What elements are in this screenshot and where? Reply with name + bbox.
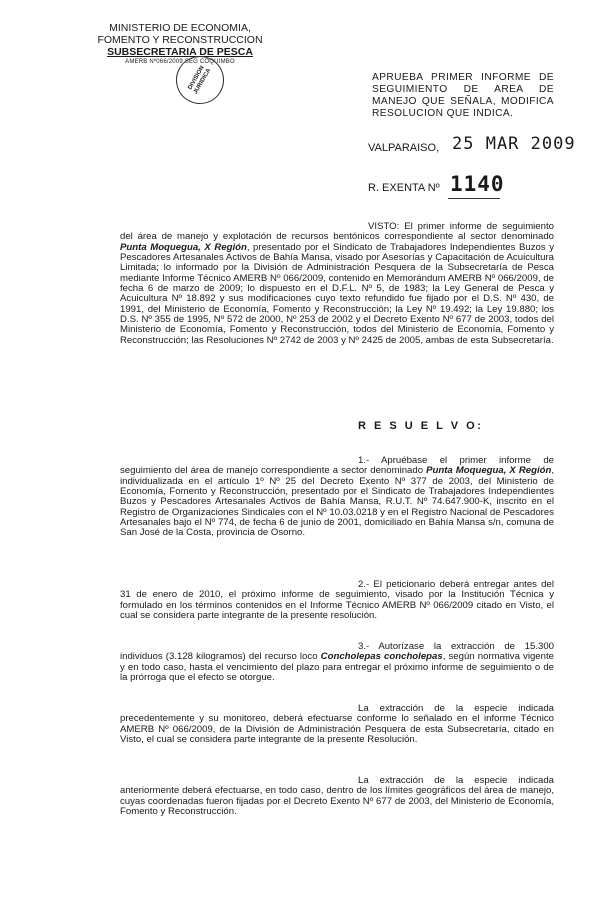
stamp-text: DIVISION JURIDICA bbox=[187, 65, 213, 96]
item-3-limits-text: La extracción de la especie indicada anteriormente deberá efectuarse, en todo caso, dentro de los límites geográficos del área de manejo, cuyas coordenadas fueron fijadas por el Decreto Exento Nº 677 de 2003, del Ministerio de Economía, Fomento y Reconstrucción. bbox=[120, 775, 554, 818]
resolution-subject: APRUEBA PRIMER INFORME DE SEGUIMIENTO DE AREA DE MANEJO QUE SEÑALA, MODIFICA RESOLUCION QUE INDICA. bbox=[372, 72, 554, 119]
visto-lead: VISTO: bbox=[368, 221, 400, 232]
item-3-rest: , según normativa vigente y en todo caso, hasta el vencimiento del plazo para entregar el próximo informe de seguimiento o de la prórroga que el efecto se otorgue. bbox=[120, 651, 554, 684]
ministry-line-2: FOMENTO Y RECONSTRUCCION bbox=[97, 34, 263, 46]
item-1-paragraph bbox=[120, 456, 554, 539]
visto-text-1: El primer informe de seguimiento del área de manejo y explotación de recursos bentónicos correspondiente al sector denominado bbox=[120, 221, 554, 243]
visto-sector: Punta Moquegua, X Región bbox=[120, 241, 247, 253]
visto-text-2: , presentado por el Sindicato de Trabajadores Independientes Buzos y Pescadores Artesanales Activos de Bahía Mansa, visado por Asesorías y Capacitación de Acuicultura Limitada; lo informado por la División de Administración Pesquera de la Subsecretaría de Pesca mediante Informe Técnico AMERB Nº 066/2009, contenido en Memorándum AMERB Nº 066/2009, de fecha 6 de marzo de 2009; lo dispuesto en el D.F.L. Nº 5, de 1983; la Ley General de Pesca y Acuicultura Nº 18.892 y sus modificaciones cuyo texto refundido fue fijado por el D.S. Nº 430, de 1991, del Ministerio de Economía, Fomento y Reconstrucción; la Ley Nº 19.492; la Ley 19.880; los D.S. Nº 355 de 1995, Nº 572 de 2000, Nº 253 de 2002 y el Decreto Exento Nº 677 de 2003, todos del Ministerio de Economía, Fomento y Reconstrucción, todos del Ministerio de Economía, Fomento y Reconstrucción; las Resoluciones Nº 2742 de 2003 y Nº 2425 de 2005, ambas de esta Subsecretaría. bbox=[120, 241, 554, 346]
ministry-line-1: MINISTERIO DE ECONOMIA, bbox=[109, 22, 251, 34]
handwritten-exenta-number: 1140 bbox=[450, 172, 505, 196]
handwritten-date: 25 MAR 2009 bbox=[452, 134, 576, 154]
item-3-monitoring-paragraph bbox=[120, 704, 554, 745]
subsecretaria-line: SUBSECRETARIA DE PESCA bbox=[107, 46, 253, 58]
place-label: VALPARAISO, bbox=[368, 142, 440, 154]
item-2-paragraph bbox=[120, 580, 554, 621]
visto-paragraph bbox=[120, 222, 554, 346]
item-1-sector: Punta Moquegua, X Región bbox=[426, 465, 552, 477]
item-3-species: Concholepas concholepas bbox=[320, 651, 443, 663]
resuelvo-heading: R E S U E L V O: bbox=[358, 420, 484, 432]
item-3-lead: 3.- Autorízase la extracción de 15.300 individuos (3.128 kilogramos) del recurso loco bbox=[120, 641, 554, 663]
item-1-rest: , individualizada en el artículo 1º Nº 25 del Decreto Exento Nº 377 de 2003, del Ministerio de Economía, Fomento y Reconstrucción, presentado por el Sindicato de Trabajadores Independientes Buzos y Pescadores Artesanales Activos de Bahía Mansa, R.U.T. Nº 74.647.900-K, inscrito en el Registro de Organizaciones Sindicales con el Nº 10.03.0218 y en el Registro Nacional de Pescadores Artesanales bajo el Nº 774, de fecha 6 de junio de 2001, domiciliado en Bahía Mansa s/n, comuna de San José de la Costa, provincia de Osorno. bbox=[120, 465, 555, 539]
number-underline bbox=[448, 198, 500, 199]
reference-line: AMERB Nº066/2009 SEG COQUIMBO bbox=[125, 59, 235, 65]
item-3-limits-paragraph bbox=[120, 776, 554, 817]
item-2-text: 2.- El peticionario deberá entregar antes del 31 de enero de 2010, el próximo informe de seguimiento, visado por la Institución Técnica y formulado en los términos contenidos en el Informe Técnico AMERB Nº 066/2009 citado en Visto, el cual se considera parte integrante de la presente resolución. bbox=[120, 579, 554, 622]
item-3-paragraph bbox=[120, 642, 554, 683]
exenta-label: R. EXENTA Nº bbox=[368, 182, 440, 194]
item-3-monitoring-text: La extracción de la especie indicada precedentemente y su monitoreo, deberá efectuarse conforme lo señalado en el informe Técnico AMERB Nº 066/2009, de la División de Administración Pesquera de esta Subsecretaría, citado en Visto, el cual se considera parte integrante de la presente Resolución. bbox=[120, 703, 554, 746]
item-1-lead: 1.- Apruébase el primer informe de seguimiento del área de manejo correspondiente a sector denominado bbox=[120, 455, 554, 477]
letterhead bbox=[80, 22, 280, 66]
